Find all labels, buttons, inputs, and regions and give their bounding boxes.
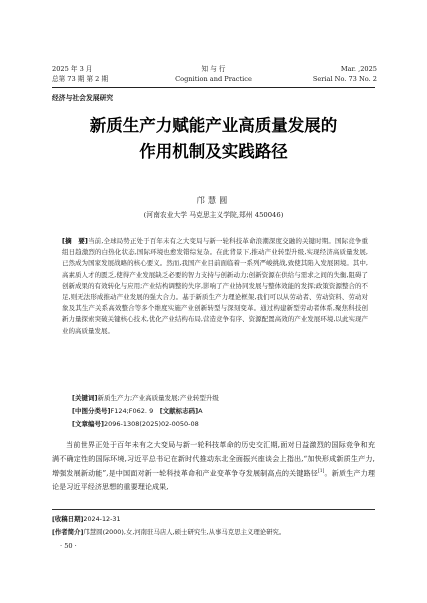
header-right bbox=[313, 64, 377, 84]
abstract bbox=[62, 236, 368, 337]
citation-ref[interactable]: [1] bbox=[317, 469, 325, 475]
header-issue: 总第 73 期 第 2 期 bbox=[52, 75, 109, 83]
header-serial-en: Serial No. 73 No. 2 bbox=[312, 75, 377, 83]
abstract-text: 当前,全球局势正处于百年未有之大变局与新一轮科技革命浪潮深度交融的关键时期。国际竞争重组日趋激烈的白热化状态,国际环境也愈发错综复杂。在此背景下,推动产业转型升级,实现经济高质量发展,已然成为国家发展战略的核心要义。然而,我国产业目前面临着一系列严峻挑战,致使其陷入发展困境。其中,高素质人才的匮乏,使得产业发展缺乏必要的智力支持与创新动力;创新资源在供给与需求之间的失衡,阻碍了创新成果的有效转化与应用;产业结构调整的失序,影响了产业协同发展与整体效能的发挥;政策资源整合的不足,则无法形成推动产业发展的强大合力。基于新质生产力理论框架,我们可以从劳动者、劳动资料、劳动对象及其生产关系高效整合等多个维度实施产业创新转型与深刻变革。通过构建新型劳动者体系,聚焦科技创新力量探索突破关键核心技术,优化产业结构布局,营造竞争有序、资源配置高效的产业发展环境,以此实现产业的高质量发展。 bbox=[62, 237, 368, 335]
received-value: 2024-12-31 bbox=[83, 515, 121, 523]
author-affiliation: (河南农业大学 马克思主义学院,郑州 450046) bbox=[143, 211, 284, 219]
article-title-line-2: 作用机制及实践路径 bbox=[139, 142, 288, 161]
author-bio bbox=[52, 527, 285, 536]
header-rule bbox=[52, 87, 375, 88]
author-bio-label: [作者简介] bbox=[52, 528, 84, 536]
journal-name-cn: 知 与 行 bbox=[201, 65, 226, 73]
author-bio-text: 邝慧圆(2000),女,河南驻马店人,硕士研究生,从事马克思主义理论研究。 bbox=[83, 528, 286, 536]
keywords-label: [关键词] bbox=[72, 394, 98, 402]
article-number-text: 2096-1308(2025)02-0050-08 bbox=[103, 420, 199, 428]
author-name: 邝慧圆 bbox=[196, 195, 231, 205]
header-date: 2025 年 3 月 bbox=[52, 65, 93, 73]
keywords-text: 新质生产力;产业高质量发展;产业转型升级 bbox=[97, 394, 219, 402]
doc-code-label: [文献标志码] bbox=[159, 407, 199, 415]
keywords bbox=[72, 393, 219, 402]
body-paragraph bbox=[52, 438, 375, 494]
article-number-label: [文章编号] bbox=[72, 420, 104, 428]
doc-code-text: A bbox=[198, 407, 203, 415]
classification-label: [中图分类号] bbox=[72, 407, 111, 415]
classification bbox=[72, 406, 203, 415]
footnote-rule bbox=[52, 509, 375, 510]
journal-name-en: Cognition and Practice bbox=[175, 75, 252, 83]
page-number: · 50 · bbox=[60, 542, 77, 550]
article-title-line-1: 新质生产力赋能产业高质量发展的 bbox=[89, 116, 338, 135]
received-date bbox=[52, 514, 121, 523]
article-number bbox=[72, 419, 199, 428]
header-date-en: Mar. ,2025 bbox=[340, 65, 377, 73]
body-tail: 。新质生产力理论是习近平经济思想的重要理论成果, bbox=[52, 468, 375, 492]
classification-text: F124;F062. 9 bbox=[110, 407, 154, 415]
section-tag: 经济与社会发展研究 bbox=[52, 94, 114, 102]
received-label: [收稿日期] bbox=[52, 515, 84, 523]
abstract-label: [摘 要] bbox=[62, 237, 88, 245]
body-text: 当前世界正处于百年未有之大变局与新一轮科技革命的历史交汇期,面对日益激烈的国际竞争和充满不确定性的国际环境,习近平总书记在新时代推动东北全面振兴座谈会上指出,“加快形成新质生产力,增强发展新动能”,是中国面对新一轮科技革命和产业变革争夺发展制高点的关键路径 bbox=[52, 440, 375, 478]
